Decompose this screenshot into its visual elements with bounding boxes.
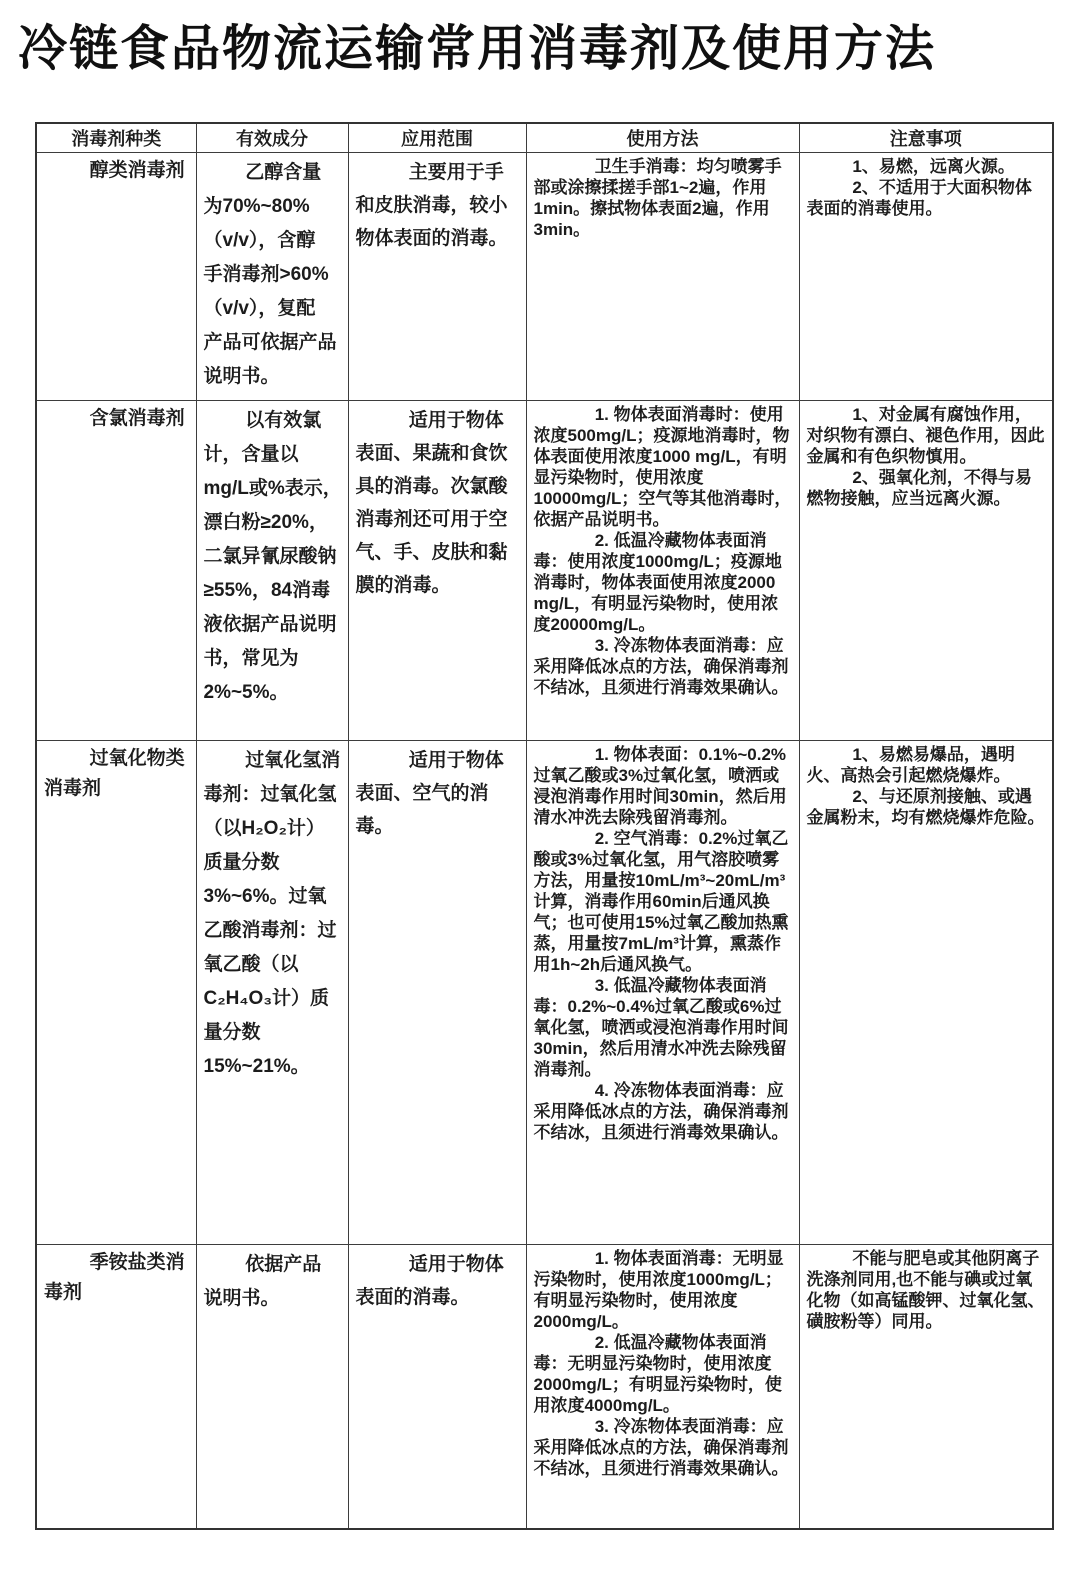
cell-paragraph: 乙醇含量 [245,162,322,183]
disinfectant-type: 含氯消毒剂 [89,408,185,429]
table-row-alcohol [36,153,1053,401]
cell-paragraph: 2. 低温冷藏物体表面消毒：无明显污染物时，使用浓度2000mg/L；有明显污染物时，使用浓度4000mg/L。 [533,1333,782,1415]
disinfectant-type: 醇类消毒剂 [89,160,185,181]
cell-paragraph: 主要用于手和皮肤消毒，较小物体表面的消毒。 [355,162,508,249]
cell-paragraph: 产品可依据产品 [203,332,337,353]
notes-cell [799,401,1053,741]
scope-cell [348,741,526,1245]
header-cell-usage: 使用方法 [526,123,799,153]
ingredients-cell [196,153,348,401]
usage-cell [526,1245,799,1529]
disinfectant-type: 季铵盐类消毒剂 [44,1252,185,1303]
type-cell [36,741,196,1245]
cell-paragraph: 1. 物体表面：0.1%~0.2%过氧乙酸或3%过氧化氢，喷洒或浸泡消毒作用时间30min，然后用清水冲洗去除残留消毒剂。 [533,745,787,827]
header-row [36,123,1053,153]
ingredients-cell [196,741,348,1245]
cell-paragraph: 以有效氯计，含量以mg/L或%表示，漂白粉≥20%，二氯异氰尿酸钠≥55%，84消毒液依据产品说明书，常见为2%~5%。 [203,410,342,703]
cell-paragraph: 说明书。 [203,366,280,387]
usage-cell [526,153,799,401]
table-row-chlorine [36,401,1053,741]
cell-paragraph: 说明书。 [203,1288,280,1309]
type-cell [36,1245,196,1529]
cell-paragraph: （v/v），复配 [203,298,316,319]
scope-cell [348,401,526,741]
cell-paragraph: 手消毒剂>60% [203,264,329,285]
cell-paragraph: 过氧化氢消毒剂：过氧化氢（以H₂O₂计）质量分数3%~6%。过氧乙酸消毒剂：过氧乙酸（以C₂H₄O₃计）质量分数15%~21%。 [203,750,341,1077]
header-cell-notes: 注意事项 [799,123,1053,153]
cell-paragraph: 1. 物体表面消毒：无明显污染物时，使用浓度1000mg/L；有明显污染物时，使用浓度2000mg/L。 [533,1249,784,1331]
notes-cell [799,741,1053,1245]
disinfectant-table [35,122,1054,1530]
cell-paragraph: 卫生手消毒：均匀喷雾手部或涂擦揉搓手部1~2遍，作用1min。擦拭物体表面2遍，作用3min。 [533,157,782,239]
cell-paragraph: 不能与肥皂或其他阴离子洗涤剂同用,也不能与碘或过氧化物（如高锰酸钾、过氧化氢、磺胺粉等）同用。 [806,1249,1045,1331]
cell-paragraph: 为70%~80% [203,196,310,217]
cell-paragraph: 2、与还原剂接触、或遇金属粉末，均有燃烧爆炸危险。 [806,787,1045,827]
header-cell-type: 消毒剂种类 [36,123,196,153]
table-row-peroxide [36,741,1053,1245]
header-cell-ingredients: 有效成分 [196,123,348,153]
cell-paragraph: 4. 冷冻物体表面消毒：应采用降低冰点的方法，确保消毒剂不结冰，且须进行消毒效果确认。 [533,1081,789,1142]
cell-paragraph: 2. 低温冷藏物体表面消毒：使用浓度1000mg/L；疫源地消毒时，物体表面使用浓度2000 mg/L，有明显污染物时，使用浓度20000mg/L。 [533,531,782,634]
cell-paragraph: 3. 低温冷藏物体表面消毒：0.2%~0.4%过氧乙酸或6%过氧化氢，喷洒或浸泡消毒作用时间30min，然后用清水冲洗去除残留消毒剂。 [533,976,789,1079]
table-row-quaternary-ammonium [36,1245,1053,1529]
cell-paragraph: 1、对金属有腐蚀作用，对织物有漂白、褪色作用，因此金属和有色织物慎用。 [806,405,1045,466]
type-cell [36,401,196,741]
notes-cell [799,153,1053,401]
cell-paragraph: 1. 物体表面消毒时：使用浓度500mg/L；疫源地消毒时，物体表面使用浓度1000 mg/L，有明显污染物时，使用浓度10000mg/L；空气等其他消毒时，依据产品说明书。 [533,405,792,529]
cell-paragraph: 2、不适用于大面积物体表面的消毒使用。 [806,178,1032,218]
cell-paragraph: 2. 空气消毒：0.2%过氧乙酸或3%过氧化氢，用气溶胶喷雾方法，用量按10mL/m³~20mL/m³计算，消毒作用60min后通风换气；也可使用15%过氧乙酸加热熏蒸，用量按7mL/m³计算，熏蒸作用1h~2h后通风换气。 [533,829,789,974]
usage-cell [526,741,799,1245]
scope-cell [348,153,526,401]
cell-paragraph: 适用于物体表面的消毒。 [355,1254,504,1308]
cell-paragraph: 1、易燃易爆品，遇明火、高热会引起燃烧爆炸。 [806,745,1015,785]
cell-paragraph: 依据产品 [245,1254,322,1275]
ingredients-cell [196,1245,348,1529]
ingredients-cell [196,401,348,741]
scope-cell [348,1245,526,1529]
type-cell [36,153,196,401]
cell-paragraph: （v/v），含醇 [203,230,316,251]
usage-cell [526,401,799,741]
disinfectant-type: 过氧化物类消毒剂 [44,748,185,799]
cell-paragraph: 3. 冷冻物体表面消毒：应采用降低冰点的方法，确保消毒剂不结冰，且须进行消毒效果确认。 [533,1417,789,1478]
cell-paragraph: 适用于物体表面、空气的消毒。 [355,750,504,837]
cell-paragraph: 3. 冷冻物体表面消毒：应采用降低冰点的方法，确保消毒剂不结冰，且须进行消毒效果确认。 [533,636,789,697]
header-cell-scope: 应用范围 [348,123,526,153]
cell-paragraph: 2、强氧化剂，不得与易燃物接触，应当远离火源。 [806,468,1032,508]
cell-paragraph: 1、易燃，远离火源。 [852,157,1015,176]
page-title: 冷链食品物流运输常用消毒剂及使用方法 [18,22,937,76]
notes-cell [799,1245,1053,1529]
cell-paragraph: 适用于物体表面、果蔬和食饮具的消毒。次氯酸消毒剂还可用于空气、手、皮肤和黏膜的消毒。 [355,410,508,596]
